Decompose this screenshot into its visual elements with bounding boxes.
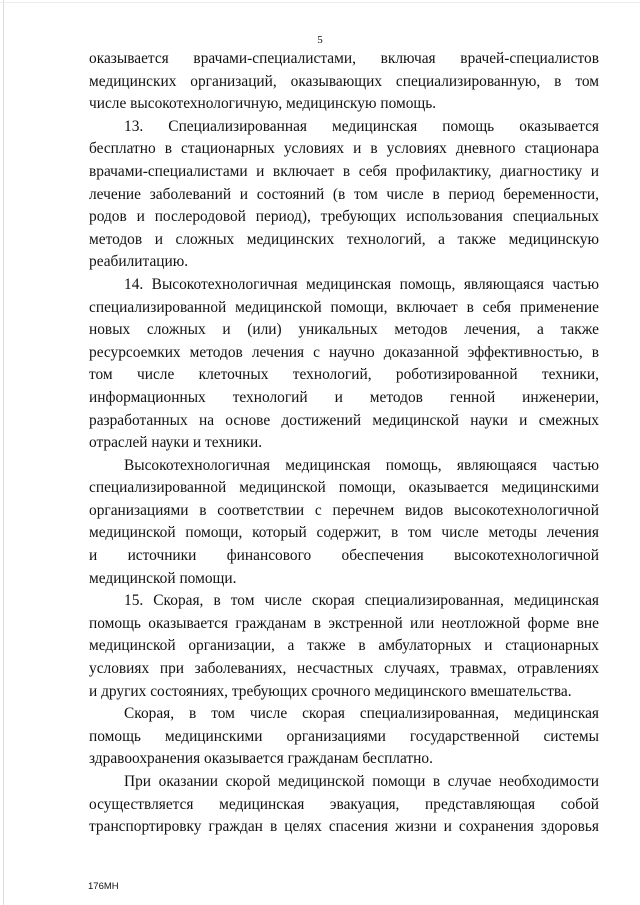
paragraph-line: реабилитацию. xyxy=(89,253,189,271)
paragraph-line: 14. Высокотехнологичная медицинская помощь, являющаяся частью xyxy=(124,275,599,293)
paragraph-line: и источники финансового обеспечения высокотехнологичной xyxy=(89,547,599,565)
paragraph-line: информационных технологий и методов генной инженерии, xyxy=(89,388,599,406)
paragraph-line: медицинской помощи, который содержит, в том числе методы лечения xyxy=(89,524,599,542)
paragraph-line: При оказании скорой медицинской помощи в случае необходимости xyxy=(124,773,599,790)
paragraph-line: медицинской помощи. xyxy=(89,569,237,587)
paragraph-line: бесплатно в стационарных условиях и в условиях дневного стационара xyxy=(89,140,599,158)
paragraph-line: специализированной медицинской помощи, включает в себя применение xyxy=(89,298,599,316)
paragraph-line: родов и послеродовой период), требующих использования специальных xyxy=(89,208,599,226)
paragraph-line: числе высокотехнологичную, медицинскую помощь. xyxy=(89,95,437,113)
footer-document-code: 176МН xyxy=(88,881,119,892)
paragraph-line: транспортировку граждан в целях спасения жизни и сохранения здоровья xyxy=(89,818,599,836)
paragraph-line: новых сложных и (или) уникальных методов лечения, а также xyxy=(89,321,599,339)
scan-edge-left xyxy=(3,0,4,905)
page-number: 5 xyxy=(317,34,323,46)
paragraph-line: том числе клеточных технологий, роботизированной техники, xyxy=(89,366,599,384)
paragraph-line: разработанных на основе достижений медицинской науки и смежных xyxy=(89,411,599,429)
scan-edge-top xyxy=(0,2,640,3)
paragraph-line: организациями в соответствии с перечнем видов высокотехнологичной xyxy=(89,501,599,519)
paragraph-line: медицинской организации, а также в амбулаторных и стационарных xyxy=(89,637,599,655)
paragraph-line: 13. Специализированная медицинская помощь оказывается xyxy=(124,117,599,135)
paragraph-line: условиях при заболеваниях, несчастных случаях, травмах, отравлениях xyxy=(89,660,599,678)
paragraph-line: отраслей науки и техники. xyxy=(89,434,263,452)
paragraph-line: оказывается врачами-специалистами, включая врачей-специалистов xyxy=(89,50,599,67)
paragraph-line: помощь медицинскими организациями государственной системы xyxy=(89,727,599,745)
paragraph-line: специализированной медицинской помощи, оказывается медицинскими xyxy=(89,479,599,497)
paragraph-line: Высокотехнологичная медицинская помощь, являющаяся частью xyxy=(124,456,599,474)
body-text xyxy=(89,48,599,839)
paragraph-line: Скорая, в том числе скорая специализированная, медицинская xyxy=(124,705,599,723)
paragraph-line: медицинских организаций, оказывающих специализированную, в том xyxy=(89,72,599,90)
paragraph-line: осуществляется медицинская эвакуация, представляющая собой xyxy=(89,795,599,813)
paragraph-line: и других состояниях, требующих срочного медицинского вмешательства. xyxy=(89,682,572,700)
paragraph-line: здравоохранения оказывается гражданам бесплатно. xyxy=(89,750,433,768)
paragraph-line: лечение заболеваний и состояний (в том числе в период беременности, xyxy=(89,185,599,203)
paragraph-line: ресурсоемких методов лечения с научно доказанной эффективностью, в xyxy=(89,343,599,361)
paragraph-line: врачами-специалистами и включает в себя профилактику, диагностику и xyxy=(89,162,599,180)
paragraph-line: методов и сложных медицинских технологий, а также медицинскую xyxy=(89,230,599,248)
paragraph-line: помощь оказывается гражданам в экстренной или неотложной форме вне xyxy=(89,614,599,632)
paragraph-line: 15. Скорая, в том числе скорая специализированная, медицинская xyxy=(124,592,599,610)
